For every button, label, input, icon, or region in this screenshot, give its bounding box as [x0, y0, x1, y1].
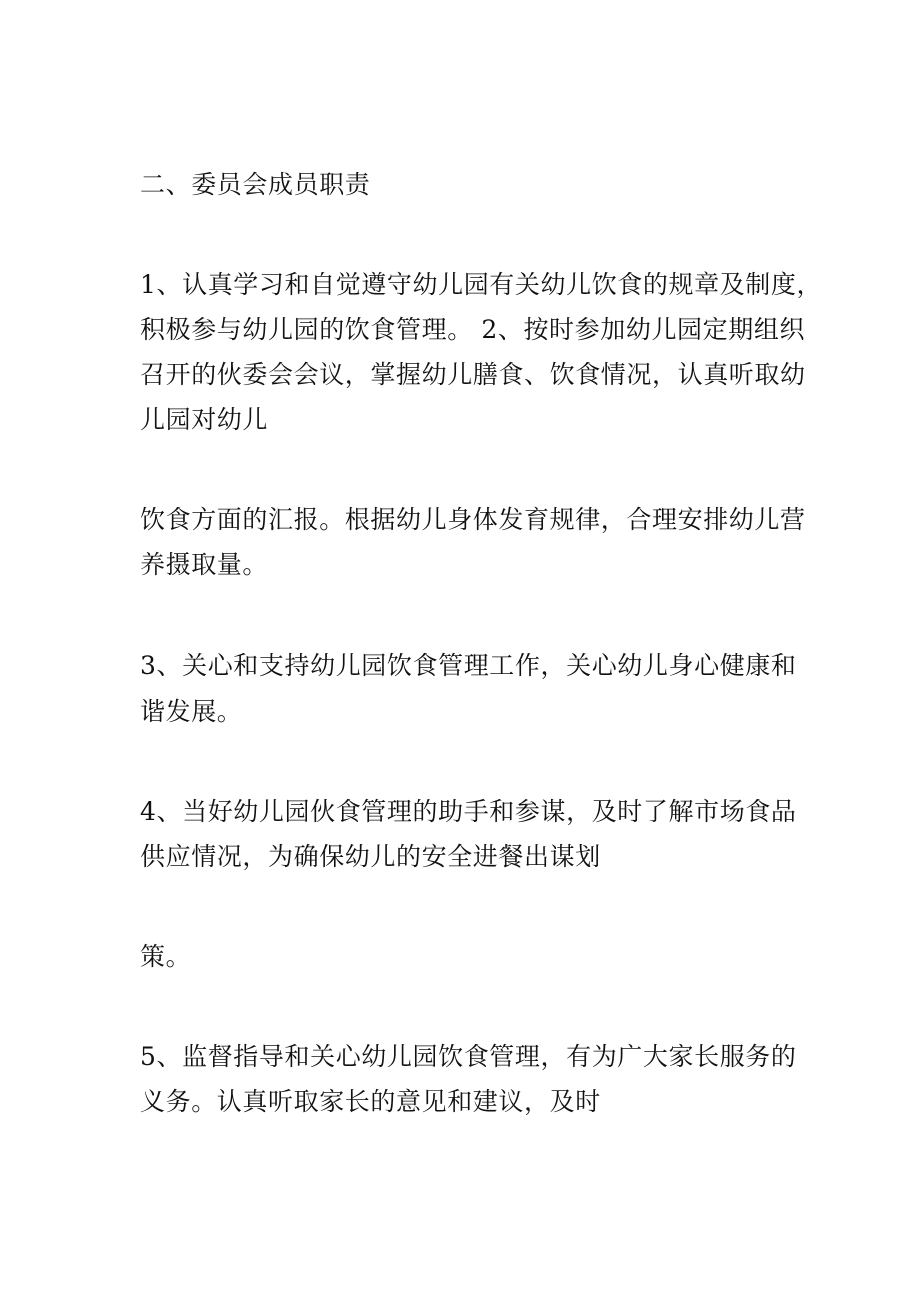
text-line: 供应情况，为确保幼儿的安全进餐出谋划: [140, 842, 601, 871]
section-heading: 二、委员会成员职责: [140, 170, 371, 199]
text-line: 3、关心和支持幼儿园饮食管理工作，关心幼儿身心健康和: [140, 651, 797, 680]
text-line: 儿园对幼儿: [140, 405, 269, 434]
text-line: 义务。认真听取家长的意见和建议，及时: [140, 1087, 601, 1116]
text-line: 饮食方面的汇报。根据幼儿身体发育规律，合理安排幼儿营: [140, 505, 806, 534]
text-line: 1、认真学习和自觉遵守幼儿园有关幼儿饮食的规章及制度，: [140, 270, 823, 299]
text-line: 养摄取量。: [140, 550, 269, 579]
text-line: 召开的伙委会会议，掌握幼儿膳食、饮食情况，认真听取幼: [140, 360, 806, 389]
text-line: 4、当好幼儿园伙食管理的助手和参谋，及时了解市场食品: [140, 797, 797, 826]
text-line: 谐发展。: [140, 697, 243, 726]
text-line: 积极参与幼儿园的饮食管理。 2、按时参加幼儿园定期组织: [140, 315, 806, 344]
text-line: 5、监督指导和关心幼儿园饮食管理，有为广大家长服务的: [140, 1042, 797, 1071]
text-line: 策。: [140, 942, 192, 971]
